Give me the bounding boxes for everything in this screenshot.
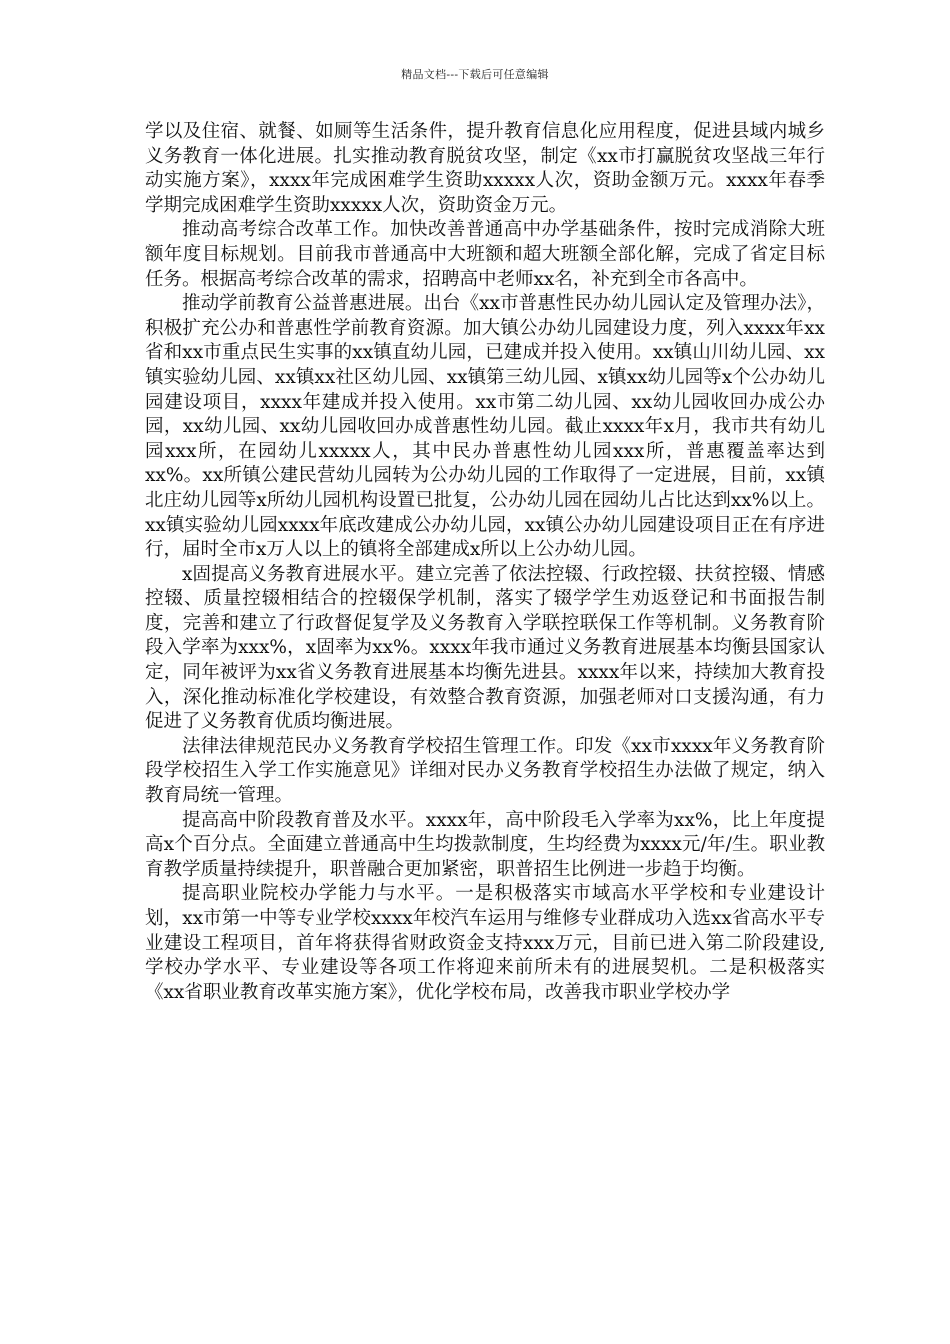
paragraph-vocational: 提高职业院校办学能力与水平。一是积极落实市域高水平学校和专业建设计划，xx市第一中等专业学校xxxx年校汽车运用与维修专业群成功入选xx省高水平专业建设工程项目，首年将获得省财政资金支持xxx万元，目前已进入第二阶段建设,学校办学水平、专业建设等各项工作将迎来前所未有的进展契机。二是积极落实《xx省职业教育改革实施方案》，优化学校布局，改善我市职业学校办学 <box>145 883 825 1003</box>
paragraph-high-school: 提高高中阶段教育普及水平。xxxx年，高中阶段毛入学率为xx%，比上年度提高x个百分点。全面建立普通高中生均拨款制度，生均经费为xxxx元/年/生。职业教育教学质量持续提升，职普融合更加紧密，职普招生比例进一步趋于均衡。 <box>145 809 825 880</box>
paragraph-compulsory-education: x固提高义务教育进展水平。建立完善了依法控辍、行政控辍、扶贫控辍、情感控辍、质量控辍相结合的控辍保学机制，落实了辍学学生劝返登记和书面报告制度，完善和建立了行政督促复学及义务教育入学联控联保工作等机制。义务教育阶段入学率为xxx%，x固率为xx%。xxxx年我市通过义务教育进展基本均衡县国家认定，同年被评为xx省义务教育进展基本均衡先进县。xxxx年以来，持续加大教育投入，深化推动标准化学校建设，有效整合教育资源，加强老师对口支援沟通，有力促进了义务教育优质均衡进展。 <box>145 563 825 733</box>
paragraph-gaokao-reform: 推动高考综合改革工作。加快改善普通高中办学基础条件，按时完成消除大班额年度目标规划。目前我市普通高中大班额和超大班额全部化解，完成了省定目标任务。根据高考综合改革的需求，招聘高中老师xx名，补充到全市各高中。 <box>145 219 825 290</box>
paragraph-preschool: 推动学前教育公益普惠进展。出台《xx市普惠性民办幼儿园认定及管理办法》，积极扩充公办和普惠性学前教育资源。加大镇公办幼儿园建设力度，列入xxxx年xx省和xx市重点民生实事的xx镇直幼儿园，已建成并投入使用。xx镇山川幼儿园、xx镇实验幼儿园、xx镇xx社区幼儿园、xx镇第三幼儿园、x镇xx幼儿园等x个公办幼儿园建设项目，xxxx年建成并投入使用。xx市第二幼儿园、xx幼儿园收回办成公办园，xx幼儿园、xx幼儿园收回办成普惠性幼儿园。截止xxxx年x月，我市共有幼儿园xxx所，在园幼儿xxxxx人，其中民办普惠性幼儿园xxx所，普惠覆盖率达到xx%。xx所镇公建民营幼儿园转为公办幼儿园的工作取得了一定进展，目前，xx镇北庄幼儿园等x所幼儿园机构设置已批复，公办幼儿园在园幼儿占比达到xx%以上。xx镇实验幼儿园xxxx年底改建成公办幼儿园，xx镇公办幼儿园建设项目正在有序进行，届时全市x万人以上的镇将全部建成x所以上公办幼儿园。 <box>145 293 825 561</box>
paragraph-private-school-enrollment: 法律法律规范民办义务教育学校招生管理工作。印发《xx市xxxx年义务教育阶段学校招生入学工作实施意见》详细对民办义务教育学校招生办法做了规定，纳入教育局统一管理。 <box>145 735 825 807</box>
document-body <box>145 120 825 1005</box>
page-header: 精品文档---下载后可任意编辑 <box>401 68 549 81</box>
paragraph-continuation: 学以及住宿、就餐、如厕等生活条件，提升教育信息化应用程度，促进县域内城乡义务教育一体化进展。扎实推动教育脱贫攻坚，制定《xx市打赢脱贫攻坚战三年行动实施方案》，xxxx年完成困难学生资助xxxxx人次，资助金额万元。xxxx年春季学期完成困难学生资助xxxxx人次，资助资金万元。 <box>145 121 825 216</box>
